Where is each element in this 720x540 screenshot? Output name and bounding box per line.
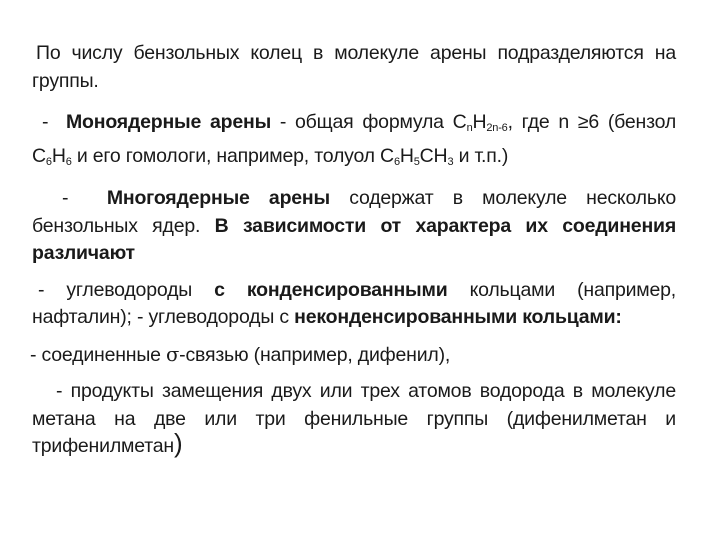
text: кольцами (например, нафталин); - углеводороды с bbox=[32, 278, 676, 328]
sigma-symbol: σ bbox=[166, 342, 180, 366]
polynuclear-paragraph bbox=[32, 185, 676, 268]
text: Н bbox=[399, 144, 414, 167]
dash: - bbox=[42, 111, 49, 133]
mononuclear-paragraph bbox=[32, 109, 676, 176]
subscript: 6 bbox=[45, 155, 52, 168]
substitution-paragraph bbox=[32, 378, 676, 461]
bold-text: В зависимости от характера их соединения различают bbox=[32, 214, 676, 264]
hydrocarbons-paragraph bbox=[32, 277, 676, 332]
dash: - bbox=[62, 187, 69, 209]
text: - общая формула С bbox=[271, 111, 467, 133]
sigma-paragraph bbox=[30, 341, 676, 370]
text: и его гомологи, например, толуол С bbox=[71, 144, 394, 167]
text: содержат в молекуле несколько бензольных ядер. bbox=[32, 187, 677, 237]
text: - углеводороды bbox=[38, 278, 215, 301]
bold-text: неконденсированными кольцами: bbox=[294, 306, 622, 328]
text: - продукты замещения двух или трех атомов водорода в молекуле метана на две или три фенильные группы (дифенилметан и трифенилметан bbox=[32, 380, 676, 457]
subscript: n bbox=[466, 122, 473, 134]
subscript: 6 bbox=[65, 155, 72, 168]
intro-text: По числу бензольных колец в молекуле арены подразделяются на группы. bbox=[32, 42, 676, 92]
intro-paragraph bbox=[32, 40, 676, 95]
text: Н bbox=[51, 144, 66, 167]
bold-text: с конденсированными bbox=[214, 278, 448, 301]
closing-paren: ) bbox=[173, 428, 183, 458]
subscript: 6 bbox=[393, 155, 400, 168]
text: - соединенные bbox=[30, 343, 167, 366]
text: , где n ≥6 (бензол С bbox=[32, 111, 677, 167]
text: СН bbox=[419, 144, 448, 167]
term-polynuclear: Многоядерные арены bbox=[106, 187, 330, 209]
subscript: 3 bbox=[447, 155, 454, 168]
text: Н bbox=[472, 111, 487, 133]
term-mononuclear: Моноядерные арены bbox=[65, 111, 272, 133]
subscript: 5 bbox=[413, 155, 420, 168]
text: -связью (например, дифенил), bbox=[179, 343, 451, 366]
text: и т.п.) bbox=[453, 144, 509, 167]
subscript: 2n-6 bbox=[486, 122, 508, 134]
